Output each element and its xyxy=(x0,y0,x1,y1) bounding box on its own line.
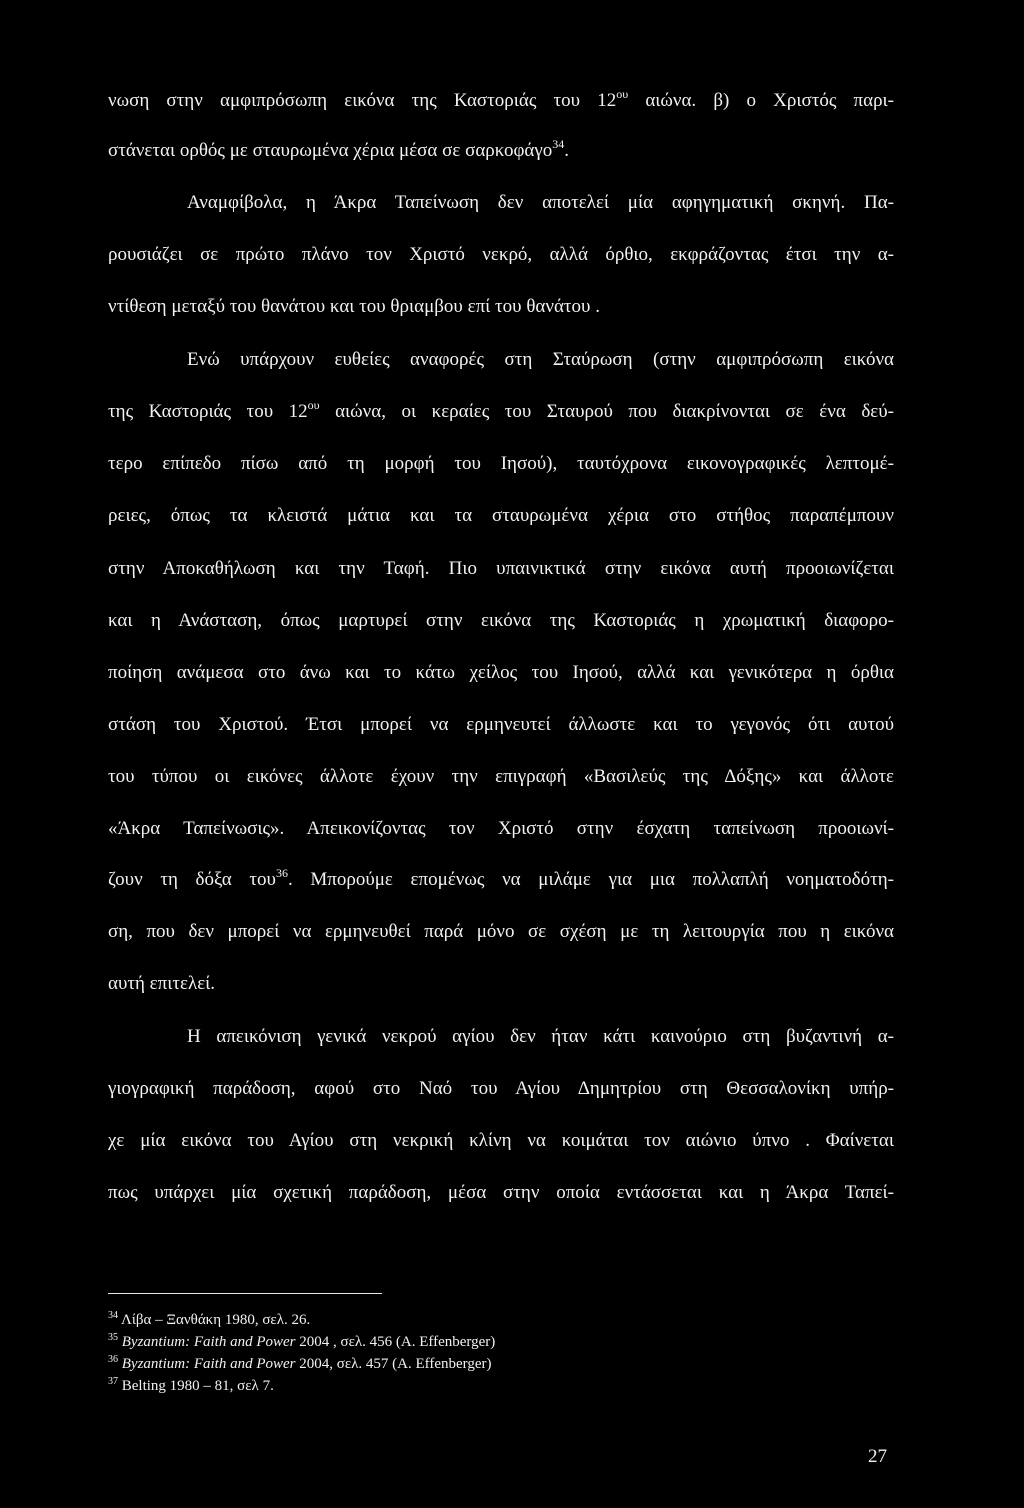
body-line: αυτή επιτελεί. xyxy=(108,973,216,994)
body-line: πως υπάρχει μία σχετική παράδοση, μέσα στην οποία εντάσσεται και η Άκρα Ταπεί- xyxy=(108,1182,894,1203)
body-line: ζουν τη δόξα του$^{36}$. Μπορούμε επομένως να μιλάμε για μια πολλαπλή νοηματοδότη- xyxy=(108,866,894,890)
body-line: Η απεικόνιση γενικά νεκρού αγίου δεν ήταν κάτι καινούριο στη βυζαντινή α- xyxy=(187,1026,894,1047)
body-line: «Άκρα Ταπείνωσις». Απεικονίζοντας τον Χριστό στην έσχατη ταπείνωση προοιωνί- xyxy=(108,818,894,839)
body-line: στάνεται ορθός με σταυρωμένα χέρια μέσα σε σαρκοφάγο$^{34}$. xyxy=(108,137,570,161)
body-line: Ενώ υπάρχουν ευθείες αναφορές στη Σταύρωση (στην αμφιπρόσωπη εικόνα xyxy=(187,349,894,370)
body-line: Αναμφίβολα, η Άκρα Ταπείνωση δεν αποτελεί μία αφηγηματική σκηνή. Πα- xyxy=(187,192,894,213)
body-line: ρειες, όπως τα κλειστά μάτια και τα σταυρωμένα χέρια στο στήθος παραπέμπουν xyxy=(108,505,894,526)
body-line: χε μία εικόνα του Αγίου στη νεκρική κλίνη να κοιμάται τον αιώνιο ύπνο . Φαίνεται xyxy=(108,1130,894,1151)
body-line: ση, που δεν μπορεί να ερμηνευθεί παρά μόνο σε σχέση με τη λειτουργία που η εικόνα xyxy=(108,921,894,942)
body-line: της Καστοριάς του $12^{o\upsilon}$ αιώνα, οι κεραίες του Σταυρού που διακρίνονται σε ένα δεύ- xyxy=(108,398,894,422)
footnote: $^{34}$ Λίβα – Ξανθάκη 1980, σελ. 26. xyxy=(108,1310,311,1328)
body-line: ντίθεση μεταξύ του θανάτου και του θριαμβου επί του θανάτου . xyxy=(108,296,600,317)
body-line: ρουσιάζει σε πρώτο πλάνο τον Χριστό νεκρό, αλλά όρθιο, εκφράζοντας έτσι την α- xyxy=(108,244,894,265)
body-line: στην Αποκαθήλωση και την Ταφή. Πιο υπαινικτικά στην εικόνα αυτή προοιωνίζεται xyxy=(108,558,894,579)
body-line: γιογραφική παράδοση, αφού στο Ναό του Αγίου Δημητρίου στη Θεσσαλονίκη υπήρ- xyxy=(108,1078,894,1099)
body-line: και η Ανάσταση, όπως μαρτυρεί στην εικόνα της Καστοριάς η χρωματική διαφορο- xyxy=(108,610,894,631)
body-line: στάση του Χριστού. Έτσι μπορεί να ερμηνευτεί άλλωστε και το γεγονός ότι αυτού xyxy=(108,714,894,735)
body-line: τερο επίπεδο πίσω από τη μορφή του Ιησού), ταυτόχρονα εικονογραφικές λεπτομέ- xyxy=(108,453,894,474)
footnote: $^{37}$ Belting 1980 – 81, σελ 7. xyxy=(108,1376,274,1394)
footnote: $^{35}$ Byzantium: Faith and Power 2004 , σελ. 456 (A. Effenberger) xyxy=(108,1332,496,1350)
body-line: νωση στην αμφιπρόσωπη εικόνα της Καστοριάς του $12^{o\upsilon}$ αιώνα. β) ο Χριστός παρι- xyxy=(108,87,894,111)
body-line: του τύπου οι εικόνες άλλοτε έχουν την επιγραφή «Βασιλεύς της Δόξης» και άλλοτε xyxy=(108,766,894,787)
footnote: $^{36}$ Byzantium: Faith and Power 2004, σελ. 457 (A. Effenberger) xyxy=(108,1354,492,1372)
footnote-divider xyxy=(108,1293,382,1294)
body-line: ποίηση ανάμεσα στο άνω και το κάτω χείλος του Ιησού, αλλά και γενικότερα η όρθια xyxy=(108,662,894,683)
page-number: 27 xyxy=(868,1446,887,1467)
